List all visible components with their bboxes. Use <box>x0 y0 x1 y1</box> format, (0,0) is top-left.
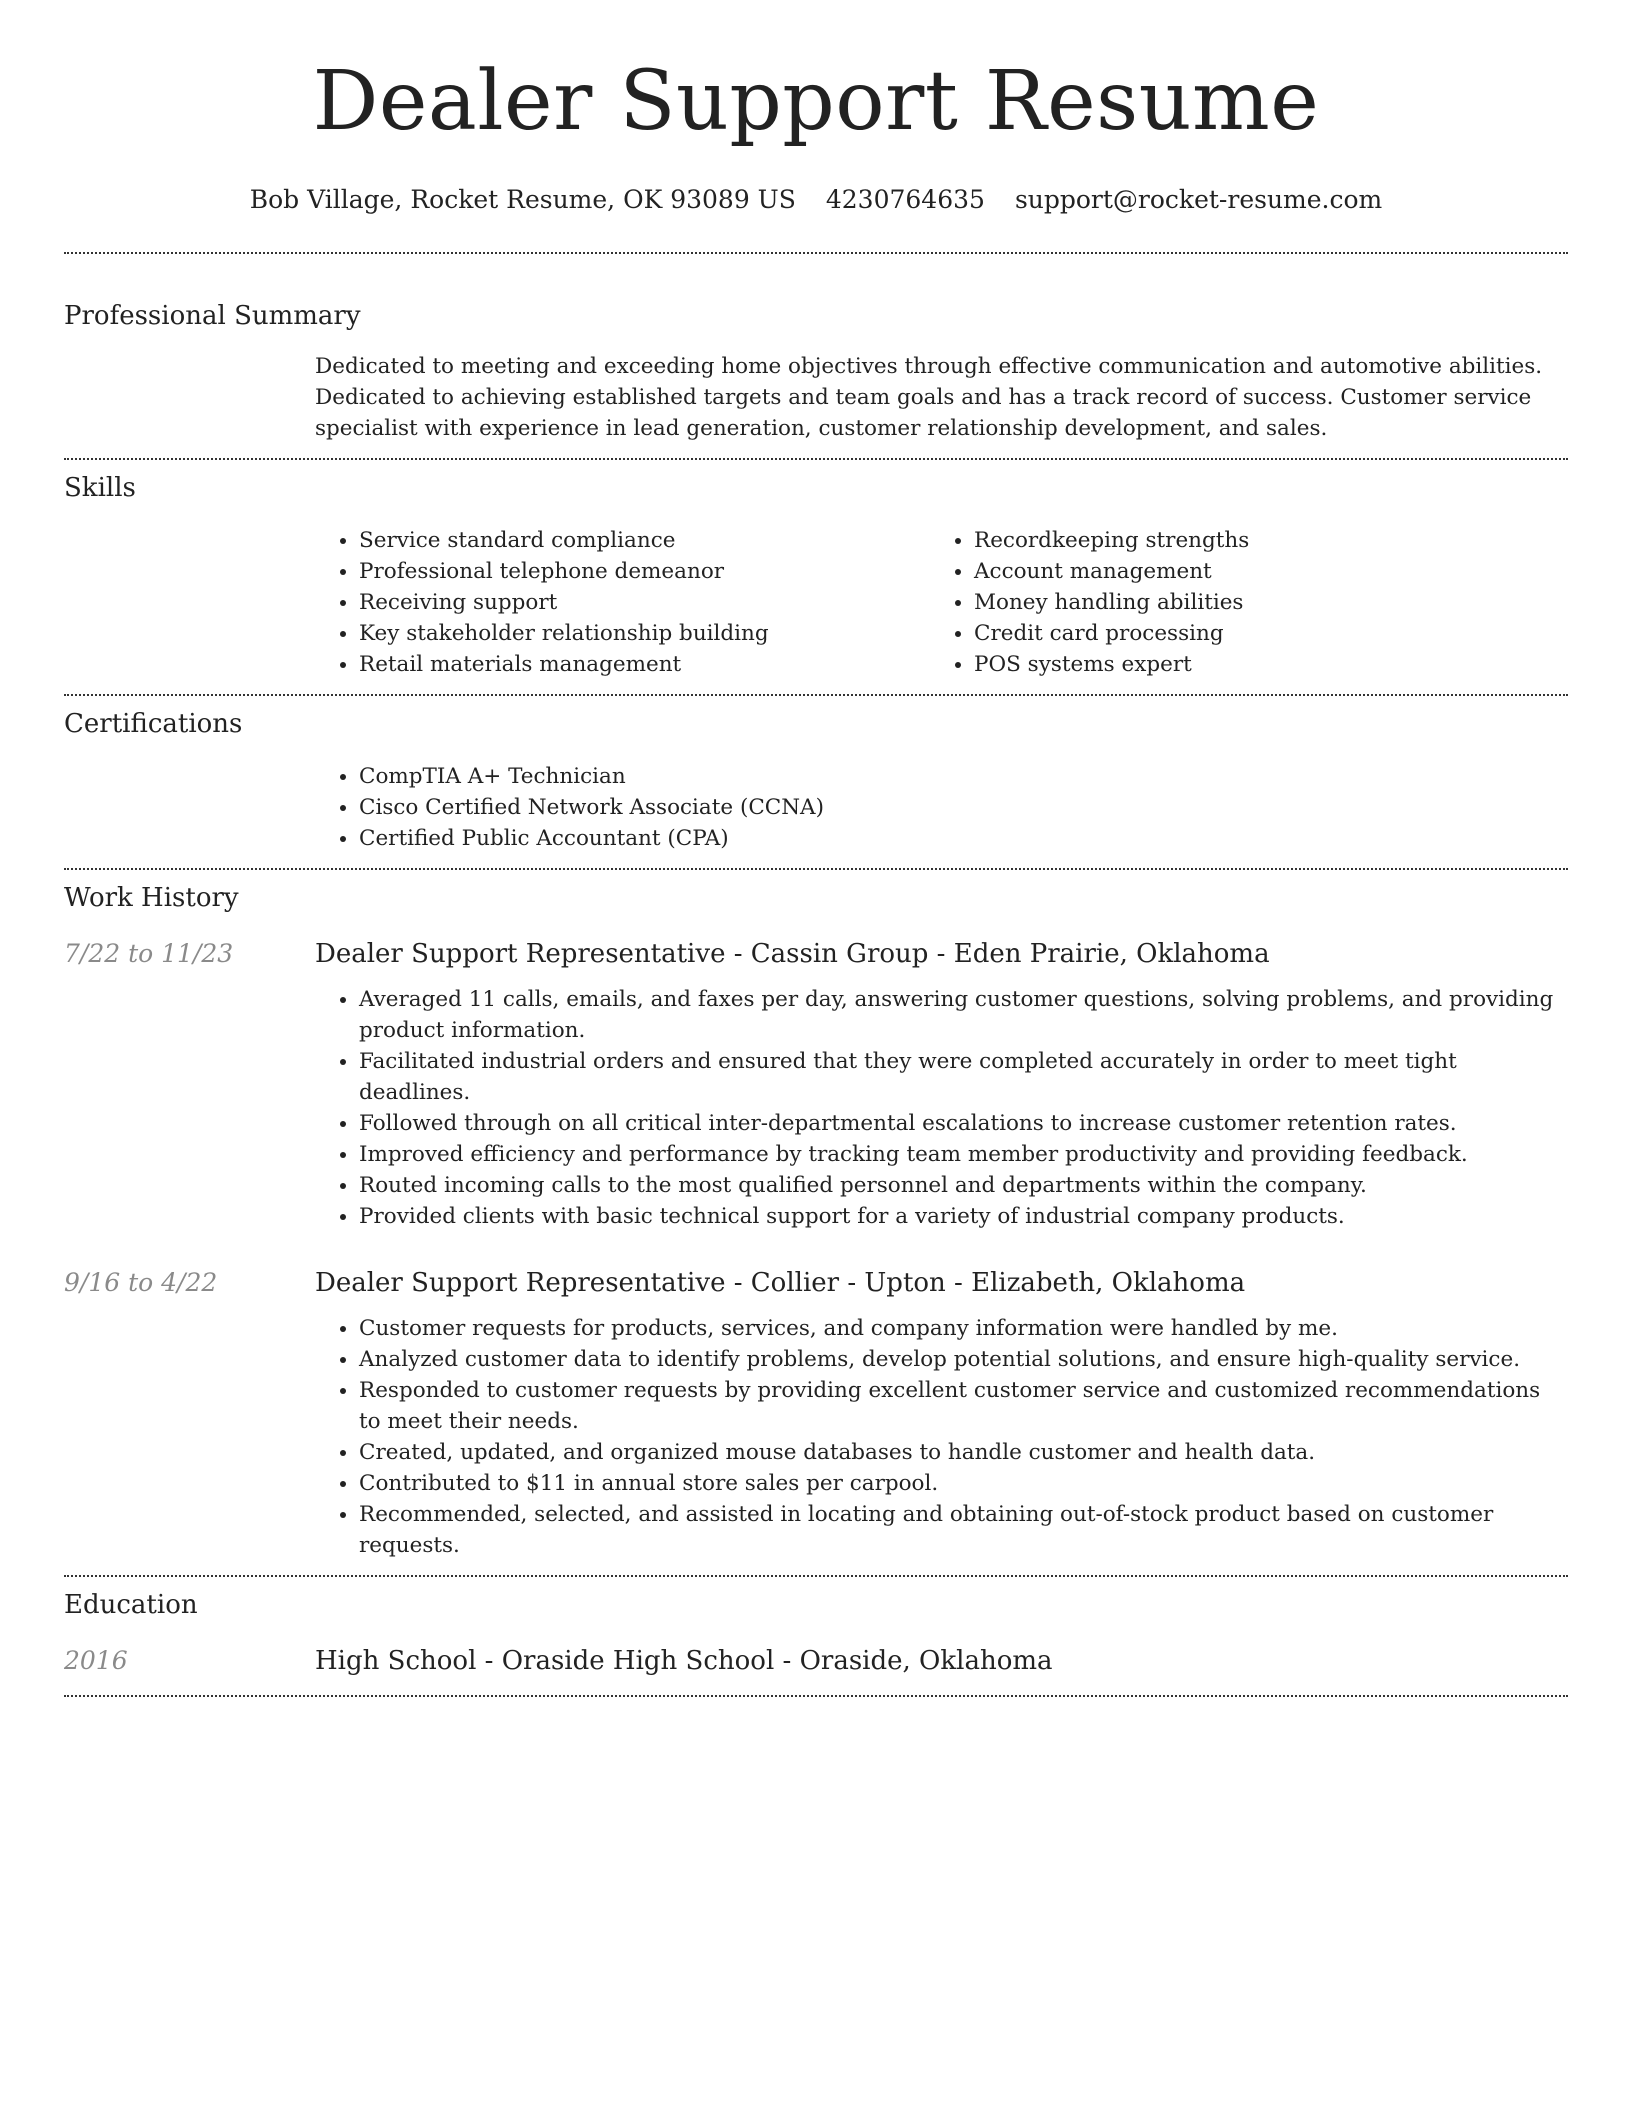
skill-item: • Money handling abilities <box>974 587 1568 618</box>
skill-item: • Service standard compliance <box>359 525 930 556</box>
job-dates: 7/22 to 11/23 <box>64 939 234 968</box>
job-bullet: • Created, updated, and organized mouse databases to handle customer and health data. <box>359 1437 1568 1468</box>
job-bullet: • Provided clients with basic technical support for a variety of industrial company products. <box>359 1201 1568 1232</box>
skills-list-right <box>930 525 1568 680</box>
job-details <box>315 1313 1568 1561</box>
education-section <box>64 1577 1568 1695</box>
skills-grid <box>315 525 1568 680</box>
job-bullets <box>315 1313 1568 1561</box>
contact-email: support@rocket-resume.com <box>1014 185 1383 214</box>
certifications-list <box>315 761 1568 854</box>
job-bullets <box>315 984 1568 1232</box>
work-history-section <box>64 870 1568 1575</box>
certifications-content <box>315 761 1568 854</box>
contact-line <box>64 182 1568 218</box>
section-heading: Certifications <box>64 709 243 739</box>
job-entry <box>64 936 1568 1232</box>
contact-phone: 4230764635 <box>825 185 985 214</box>
job-bullet: • Improved efficiency and performance by tracking team member productivity and providing feedback. <box>359 1139 1568 1170</box>
education-entry <box>64 1643 1568 1679</box>
divider <box>64 1695 1568 1697</box>
skills-section <box>64 460 1568 694</box>
job-title: Dealer Support Representative - Cassin Group - Eden Prairie, Oklahoma <box>315 939 1270 969</box>
job-entry <box>64 1265 1568 1561</box>
certification-item: • Cisco Certified Network Associate (CCNA) <box>359 792 1568 823</box>
job-header <box>64 1265 1568 1301</box>
job-bullet: • Averaged 11 calls, emails, and faxes per day, answering customer questions, solving problems, and providing product information. <box>359 984 1568 1046</box>
certifications-section <box>64 696 1568 868</box>
job-bullet: • Routed incoming calls to the most qualified personnel and departments within the company. <box>359 1170 1568 1201</box>
job-dates: 9/16 to 4/22 <box>64 1268 218 1297</box>
skills-list-left <box>315 525 930 680</box>
professional-summary-section <box>64 254 1568 458</box>
job-bullet: • Responded to customer requests by providing excellent customer service and customized recommendations to meet their needs. <box>359 1375 1568 1437</box>
job-details <box>315 984 1568 1232</box>
certification-item: • CompTIA A+ Technician <box>359 761 1568 792</box>
skill-item: • Recordkeeping strengths <box>974 525 1568 556</box>
job-bullet: • Recommended, selected, and assisted in locating and obtaining out-of-stock product based on customer requests. <box>359 1499 1568 1561</box>
job-bullet: • Analyzed customer data to identify problems, develop potential solutions, and ensure high-quality service. <box>359 1344 1568 1375</box>
job-bullet: • Followed through on all critical inter-departmental escalations to increase customer retention rates. <box>359 1108 1568 1139</box>
job-title: Dealer Support Representative - Collier - Upton - Elizabeth, Oklahoma <box>315 1268 1246 1298</box>
skill-item: • POS systems expert <box>974 649 1568 680</box>
certification-item: • Certified Public Accountant (CPA) <box>359 823 1568 854</box>
section-heading: Education <box>64 1590 198 1620</box>
skill-item: • Account management <box>974 556 1568 587</box>
contact-address: Bob Village, Rocket Resume, OK 93089 US <box>249 185 796 214</box>
section-heading: Professional Summary <box>64 301 361 331</box>
skill-item: • Key stakeholder relationship building <box>359 618 930 649</box>
skill-item: • Credit card processing <box>974 618 1568 649</box>
job-bullet: • Customer requests for products, services, and company information were handled by me. <box>359 1313 1568 1344</box>
page-title: Dealer Support Resume <box>312 54 1320 149</box>
skill-item: • Retail materials management <box>359 649 930 680</box>
section-heading: Work History <box>64 883 239 913</box>
summary-text: Dedicated to meeting and exceeding home objectives through effective communication and automotive abilities. Dedicated to achieving established targets and team goals and has a track record of success. Customer service specialist with experience in lead generation, customer relationship development, and sales. <box>315 354 1543 441</box>
job-bullet: • Contributed to $11 in annual store sales per carpool. <box>359 1468 1568 1499</box>
skill-item: • Receiving support <box>359 587 930 618</box>
job-header <box>64 936 1568 972</box>
skill-item: • Professional telephone demeanor <box>359 556 930 587</box>
education-year: 2016 <box>64 1646 128 1675</box>
section-heading: Skills <box>64 473 136 503</box>
education-title: High School - Oraside High School - Oraside, Oklahoma <box>315 1646 1053 1676</box>
job-bullet: • Facilitated industrial orders and ensured that they were completed accurately in order to meet tight deadlines. <box>359 1046 1568 1108</box>
